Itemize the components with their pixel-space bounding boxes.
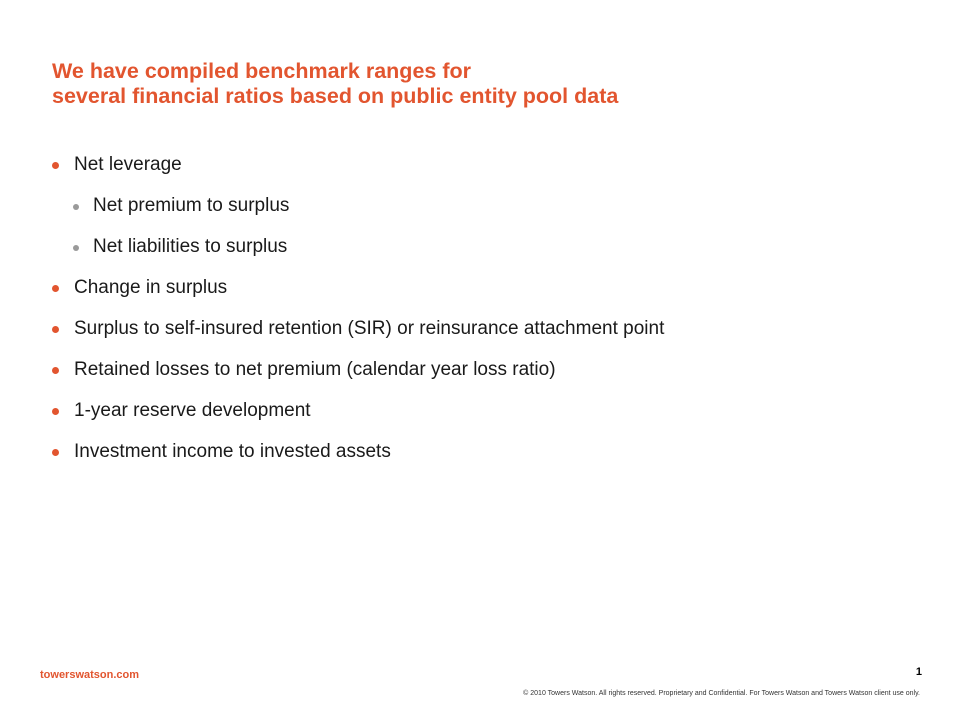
- sub-bullet-text: Net premium to surplus: [93, 195, 290, 216]
- sub-bullet-item: [52, 232, 932, 273]
- bullet-dot-icon: [52, 285, 59, 292]
- bullet-text: 1-year reserve development: [74, 400, 311, 421]
- bullet-text: Investment income to invested assets: [74, 441, 391, 462]
- slide-title-line-2: several financial ratios based on public entity pool data: [52, 84, 619, 108]
- bullet-dot-icon: [52, 367, 59, 374]
- bullet-item: [52, 150, 932, 191]
- sub-bullet-dot-icon: [73, 204, 79, 210]
- bullet-text: Retained losses to net premium (calendar year loss ratio): [74, 359, 556, 380]
- bullet-item: [52, 355, 932, 396]
- slide-title-line-1: We have compiled benchmark ranges for: [52, 59, 471, 83]
- page-number: 1: [915, 666, 922, 678]
- bullet-item: [52, 437, 932, 478]
- bullet-list: [52, 150, 932, 478]
- bullet-dot-icon: [52, 162, 59, 169]
- bullet-dot-icon: [52, 408, 59, 415]
- bullet-item: [52, 314, 932, 355]
- sub-bullet-item: [52, 191, 932, 232]
- slide-title: [52, 59, 922, 109]
- footer-url: towerswatson.com: [40, 669, 140, 681]
- bullet-item: [52, 396, 932, 437]
- bullet-text: Change in surplus: [74, 277, 228, 298]
- bullet-item: [52, 273, 932, 314]
- sub-bullet-dot-icon: [73, 245, 79, 251]
- bullet-text: Net leverage: [74, 154, 182, 175]
- sub-bullet-text: Net liabilities to surplus: [93, 236, 288, 257]
- bullet-dot-icon: [52, 449, 59, 456]
- bullet-dot-icon: [52, 326, 59, 333]
- copyright-notice: © 2010 Towers Watson. All rights reserved. Proprietary and Confidential. For Towers Watson and Towers Watson client use only.: [523, 690, 920, 697]
- bullet-text: Surplus to self-insured retention (SIR) or reinsurance attachment point: [74, 318, 665, 339]
